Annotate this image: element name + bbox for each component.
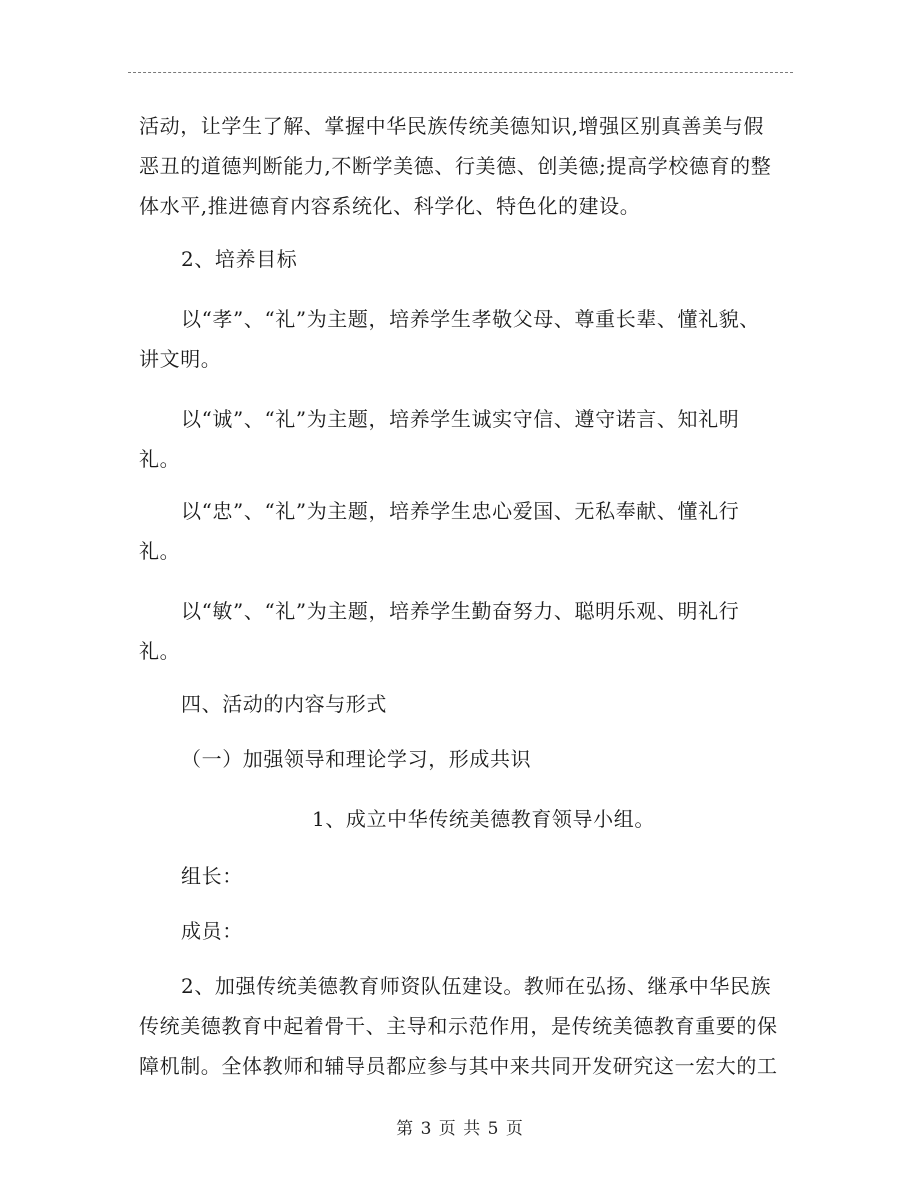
body-line: 以“敏”、“礼”为主题，培养学生勤奋努力、聪明乐观、明礼行 xyxy=(181,599,740,623)
body-line: 2、加强传统美德教育师资队伍建设。教师在弘扬、继承中华民族 xyxy=(181,974,772,998)
body-line: 讲文明。 xyxy=(139,347,222,371)
body-line: 活动，让学生了解、掌握中华民族传统美德知识,增强区别真善美与假 xyxy=(139,114,764,138)
page-number-footer: 第 3 页 共 5 页 xyxy=(396,1119,524,1139)
body-line: 组长： xyxy=(181,864,243,888)
body-line: 恶丑的道德判断能力,不断学美德、行美德、创美德;提高学校德育的整 xyxy=(139,154,772,178)
subsection-heading: （一）加强领导和理论学习，形成共识 xyxy=(181,747,532,771)
body-line: 以“孝”、“礼”为主题，培养学生孝敬父母、尊重长辈、懂礼貌、 xyxy=(181,307,760,331)
body-line: 礼。 xyxy=(139,539,181,563)
body-line: 障机制。全体教师和辅导员都应参与其中来共同开发研究这一宏大的工 xyxy=(139,1054,778,1078)
section-heading: 四、活动的内容与形式 xyxy=(181,692,387,716)
body-line: 传统美德教育中起着骨干、主导和示范作用，是传统美德教育重要的保 xyxy=(139,1014,778,1038)
body-line: 以“忠”、“礼”为主题，培养学生忠心爱国、无私奉献、懂礼行 xyxy=(181,499,740,523)
header-rule xyxy=(128,72,793,73)
body-line: 体水平,推进德育内容系统化、科学化、特色化的建设。 xyxy=(139,194,641,218)
body-line: 礼。 xyxy=(139,639,181,663)
section-heading: 2、培养目标 xyxy=(181,247,298,271)
body-line: 礼。 xyxy=(139,447,181,471)
body-line: 成员： xyxy=(181,919,243,943)
body-line: 1、成立中华传统美德教育领导小组。 xyxy=(312,807,655,831)
body-line: 以“诚”、“礼”为主题，培养学生诚实守信、遵守诺言、知礼明 xyxy=(181,407,740,431)
